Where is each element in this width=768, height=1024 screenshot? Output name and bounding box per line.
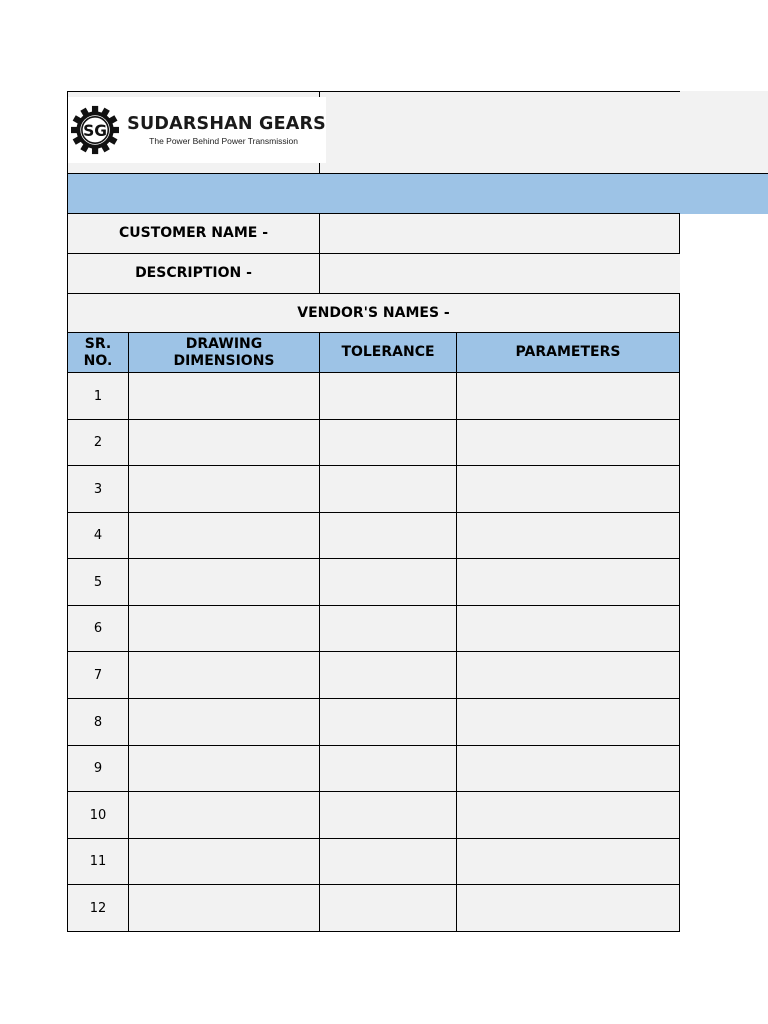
tolerance-cell[interactable] <box>319 512 457 559</box>
sr-no-cell: 11 <box>67 838 129 885</box>
header-parameters: PARAMETERS <box>456 332 680 373</box>
drawing-dimensions-cell[interactable] <box>128 512 320 559</box>
sr-no-cell: 6 <box>67 605 129 652</box>
sr-no-cell: 2 <box>67 419 129 466</box>
drawing-dimensions-cell[interactable] <box>128 884 320 932</box>
parameters-cell[interactable] <box>456 558 680 606</box>
tolerance-cell[interactable] <box>319 465 457 513</box>
parameters-cell[interactable] <box>456 651 680 699</box>
sr-no-cell: 5 <box>67 558 129 606</box>
gear-logo-icon <box>71 97 119 163</box>
drawing-dimensions-cell[interactable] <box>128 419 320 466</box>
sr-no-cell: 3 <box>67 465 129 513</box>
company-logo <box>68 97 326 163</box>
drawing-dimensions-cell[interactable] <box>128 372 320 420</box>
parameters-cell[interactable] <box>456 838 680 885</box>
parameters-cell[interactable] <box>456 465 680 513</box>
drawing-dimensions-cell[interactable] <box>128 605 320 652</box>
header-tolerance: TOLERANCE <box>319 332 457 373</box>
sr-no-cell: 4 <box>67 512 129 559</box>
sr-no-cell: 12 <box>67 884 129 932</box>
parameters-cell[interactable] <box>456 698 680 746</box>
description-label: DESCRIPTION - <box>67 253 320 294</box>
sr-no-cell: 10 <box>67 791 129 839</box>
parameters-cell[interactable] <box>456 605 680 652</box>
customer-name-label: CUSTOMER NAME - <box>67 213 320 254</box>
parameters-cell[interactable] <box>456 372 680 420</box>
parameters-cell[interactable] <box>456 745 680 792</box>
sr-no-cell: 1 <box>67 372 129 420</box>
tolerance-cell[interactable] <box>319 791 457 839</box>
parameters-cell[interactable] <box>456 512 680 559</box>
tolerance-cell[interactable] <box>319 838 457 885</box>
header-drawing-dimensions: DRAWING DIMENSIONS <box>128 332 320 373</box>
parameters-cell[interactable] <box>456 791 680 839</box>
tolerance-cell[interactable] <box>319 372 457 420</box>
drawing-dimensions-cell[interactable] <box>128 465 320 513</box>
logo-initials: SG <box>83 122 108 141</box>
header-sr-no: SR. NO. <box>67 332 129 373</box>
title-band <box>67 173 768 214</box>
customer-name-field[interactable] <box>319 213 680 254</box>
tolerance-cell[interactable] <box>319 558 457 606</box>
sr-no-cell: 8 <box>67 698 129 746</box>
sr-no-cell: 9 <box>67 745 129 792</box>
company-name: SUDARSHAN GEARS <box>127 114 326 134</box>
tolerance-cell[interactable] <box>319 884 457 932</box>
drawing-dimensions-cell[interactable] <box>128 791 320 839</box>
sr-no-cell: 7 <box>67 651 129 699</box>
drawing-dimensions-cell[interactable] <box>128 838 320 885</box>
tolerance-cell[interactable] <box>319 651 457 699</box>
tolerance-cell[interactable] <box>319 605 457 652</box>
parameters-cell[interactable] <box>456 419 680 466</box>
tolerance-cell[interactable] <box>319 698 457 746</box>
drawing-dimensions-cell[interactable] <box>128 558 320 606</box>
drawing-dimensions-cell[interactable] <box>128 745 320 792</box>
tolerance-cell[interactable] <box>319 745 457 792</box>
parameters-cell[interactable] <box>456 884 680 932</box>
tolerance-cell[interactable] <box>319 419 457 466</box>
company-tagline: The Power Behind Power Transmission <box>149 136 298 146</box>
drawing-dimensions-cell[interactable] <box>128 651 320 699</box>
drawing-dimensions-cell[interactable] <box>128 698 320 746</box>
vendors-label: VENDOR'S NAMES - <box>67 293 680 333</box>
description-field[interactable] <box>319 253 680 294</box>
